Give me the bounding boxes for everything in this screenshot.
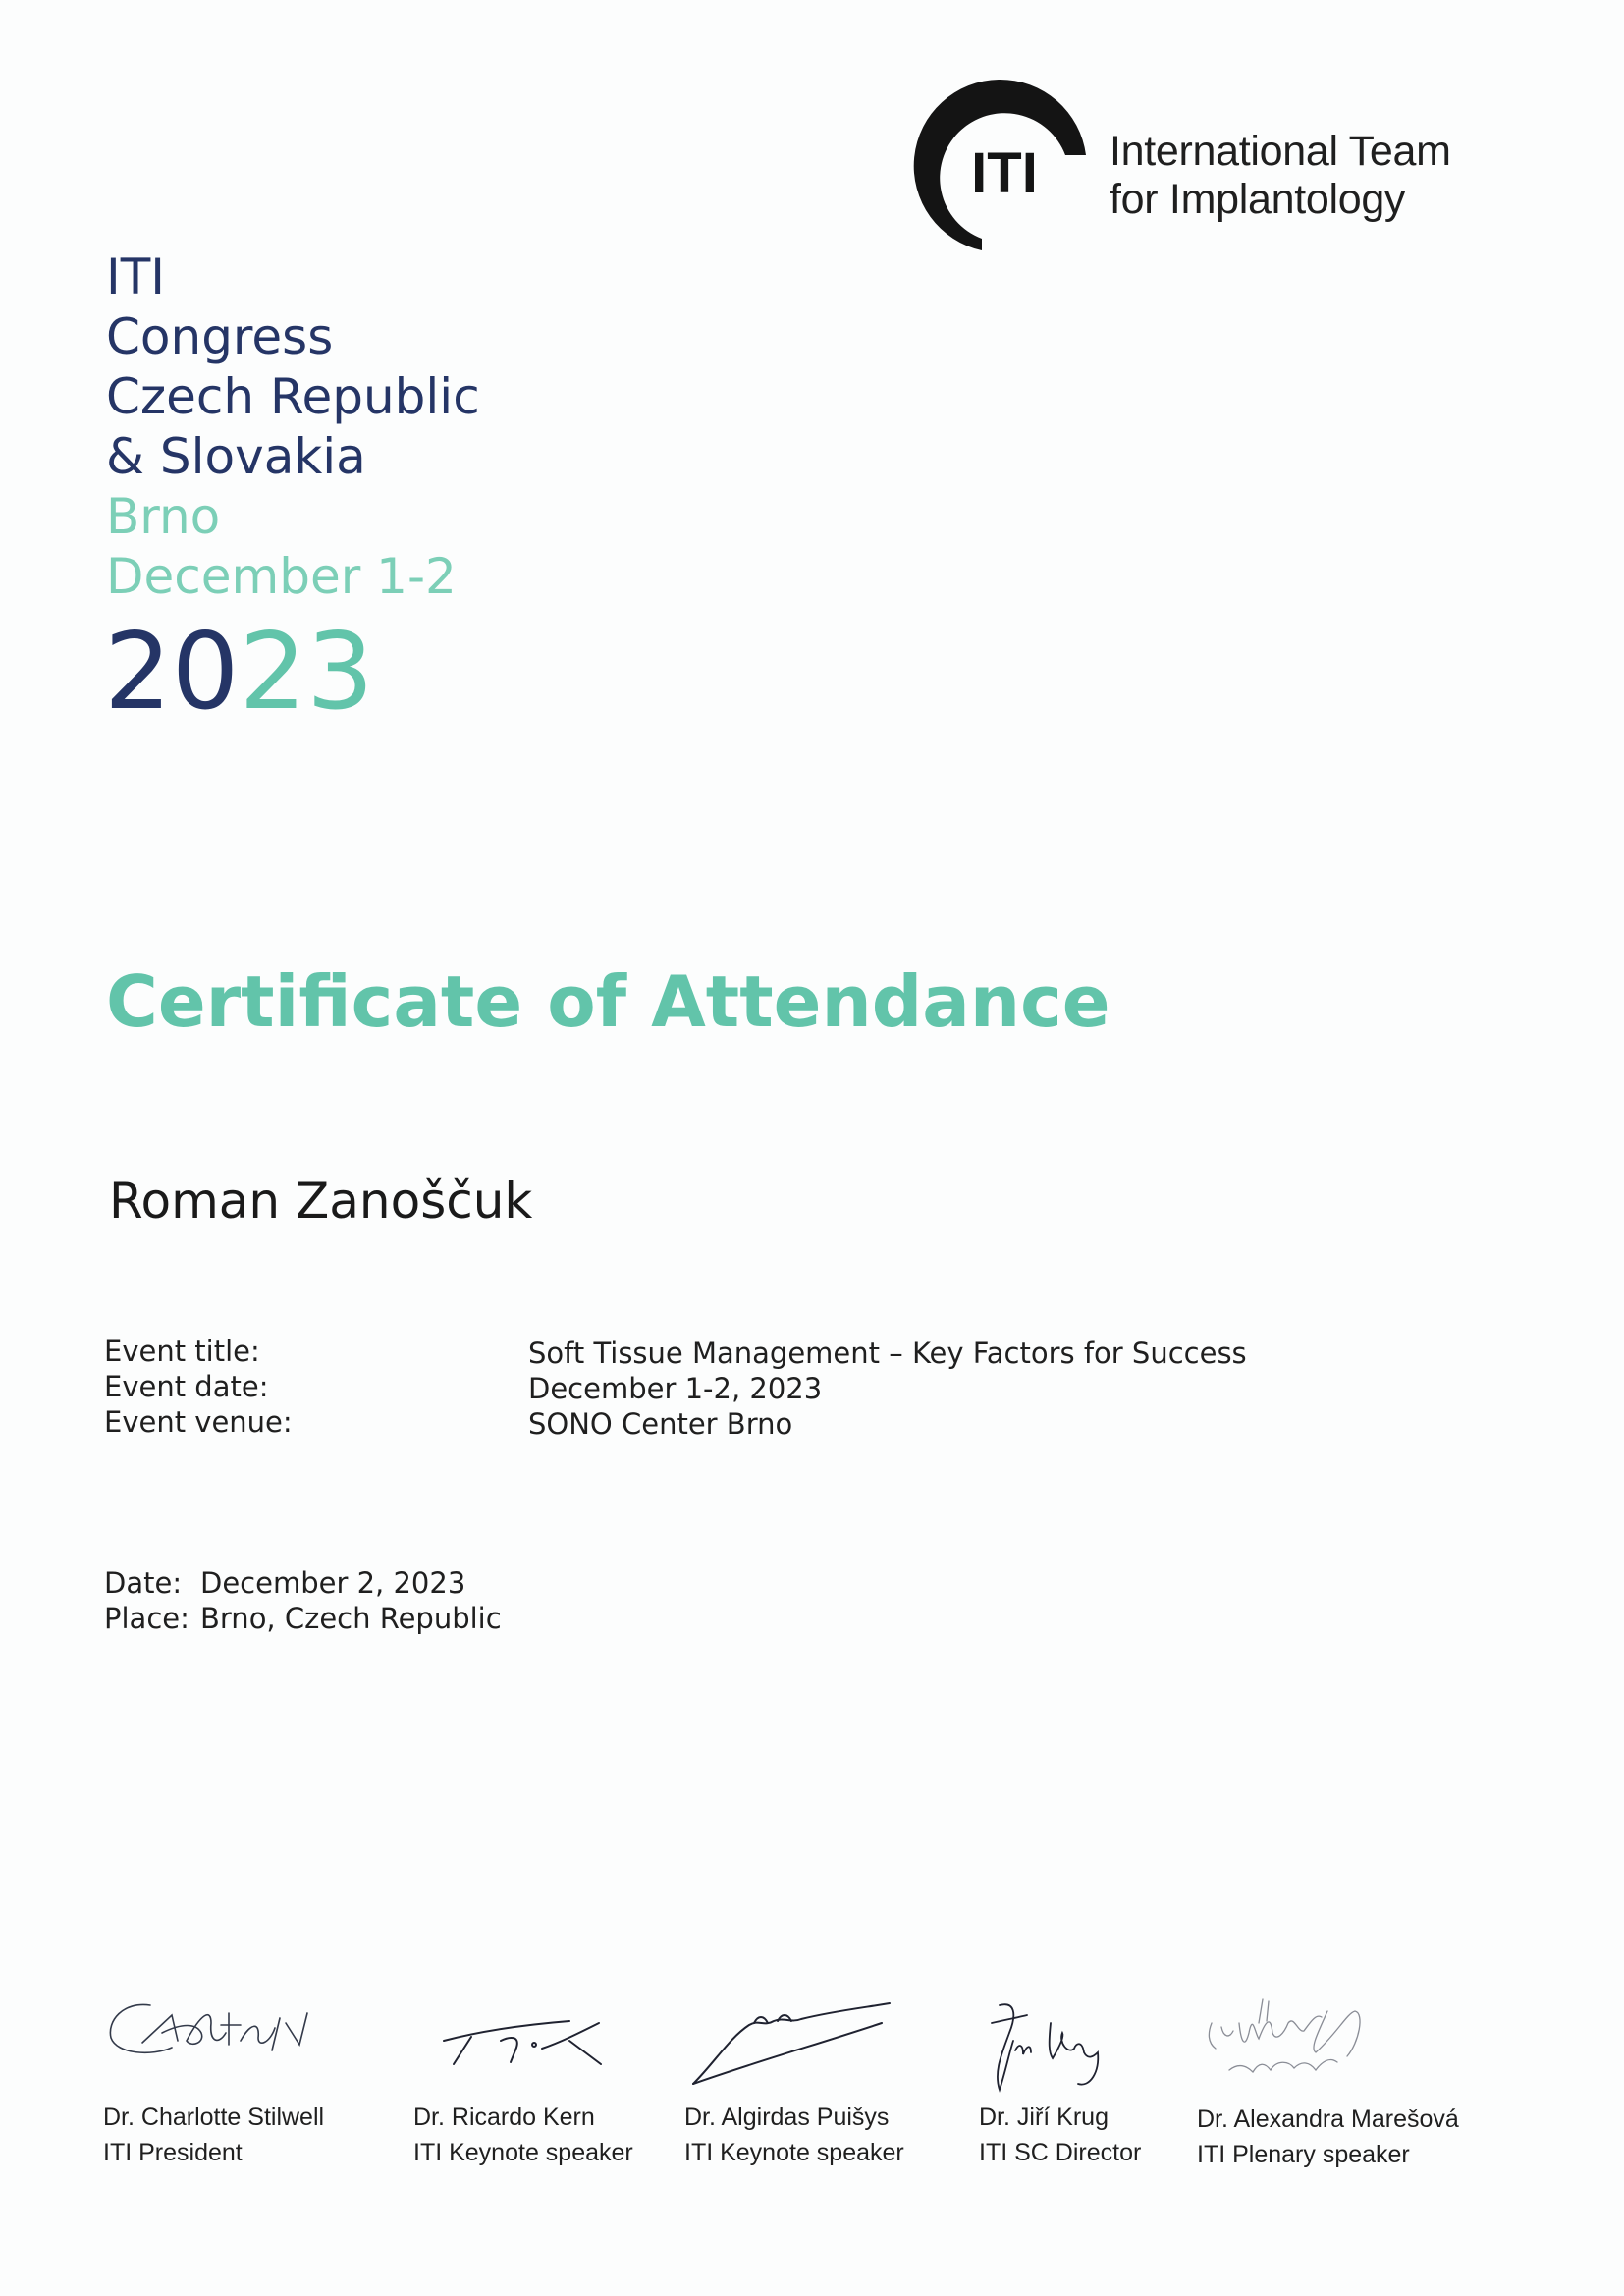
issue-place-value: Brno, Czech Republic (200, 1602, 502, 1635)
signatory-name: Dr. Algirdas Puišys (684, 2104, 890, 2131)
congress-line-country: Czech Republic (106, 368, 480, 425)
year-part-1: 20 (104, 611, 240, 734)
signatory-3 (684, 2100, 904, 2170)
congress-city: Brno (106, 488, 221, 545)
signatory-4 (979, 2100, 1141, 2170)
issue-place-label: Place: (104, 1602, 189, 1635)
event-labels (104, 1334, 293, 1440)
signatory-5 (1197, 2102, 1459, 2172)
signature-puisys (685, 1994, 896, 2102)
signatory-role: ITI Keynote speaker (684, 2139, 904, 2166)
logo-tagline (1110, 128, 1451, 224)
logo-tagline-line1: International Team (1110, 128, 1451, 175)
event-title-value: Soft Tissue Management – Key Factors for Success (528, 1337, 1247, 1370)
signatory-name: Dr. Charlotte Stilwell (103, 2104, 325, 2131)
attendee-name: Roman Zanoščuk (109, 1173, 533, 1230)
congress-dates: December 1-2 (106, 548, 457, 605)
event-venue-value: SONO Center Brno (528, 1407, 793, 1441)
iti-logo (908, 77, 1093, 253)
signatory-role: ITI President (103, 2139, 243, 2166)
signatory-role: ITI SC Director (979, 2139, 1142, 2166)
issue-place-row (104, 1601, 502, 1636)
signature-kern (432, 1994, 614, 2102)
issue-block (104, 1565, 502, 1636)
logo-mark-text: ITI (971, 141, 1038, 205)
year-part-2: 23 (239, 611, 374, 734)
signatory-name: Dr. Ricardo Kern (413, 2104, 595, 2131)
congress-line-slovakia: & Slovakia (106, 428, 366, 485)
event-venue-label: Event venue: (104, 1405, 293, 1439)
event-date-label: Event date: (104, 1370, 269, 1403)
event-date-value: December 1-2, 2023 (528, 1372, 823, 1405)
congress-heading (106, 247, 480, 607)
signatory-role: ITI Plenary speaker (1197, 2141, 1410, 2168)
iti-arc-icon (908, 77, 1093, 253)
signatory-name: Dr. Jiří Krug (979, 2104, 1109, 2131)
signatory-2 (413, 2100, 633, 2170)
event-values (528, 1336, 1247, 1442)
signature-maresova (1200, 1994, 1372, 2102)
congress-line-iti: ITI (106, 248, 166, 305)
issue-date-value: December 2, 2023 (200, 1566, 466, 1600)
logo-tagline-line2: for Implantology (1110, 176, 1406, 223)
signatory-name: Dr. Alexandra Marešová (1197, 2105, 1459, 2133)
certificate-title: Certificate of Attendance (106, 960, 1110, 1043)
signatory-role: ITI Keynote speaker (413, 2139, 633, 2166)
signatory-1 (103, 2100, 324, 2170)
congress-line-congress: Congress (106, 308, 334, 365)
signature-stilwell (103, 1994, 314, 2102)
issue-date-row (104, 1565, 502, 1601)
event-title-label: Event title: (104, 1335, 260, 1368)
issue-date-label: Date: (104, 1566, 183, 1600)
signature-krug (980, 1994, 1112, 2102)
congress-year (104, 611, 374, 734)
